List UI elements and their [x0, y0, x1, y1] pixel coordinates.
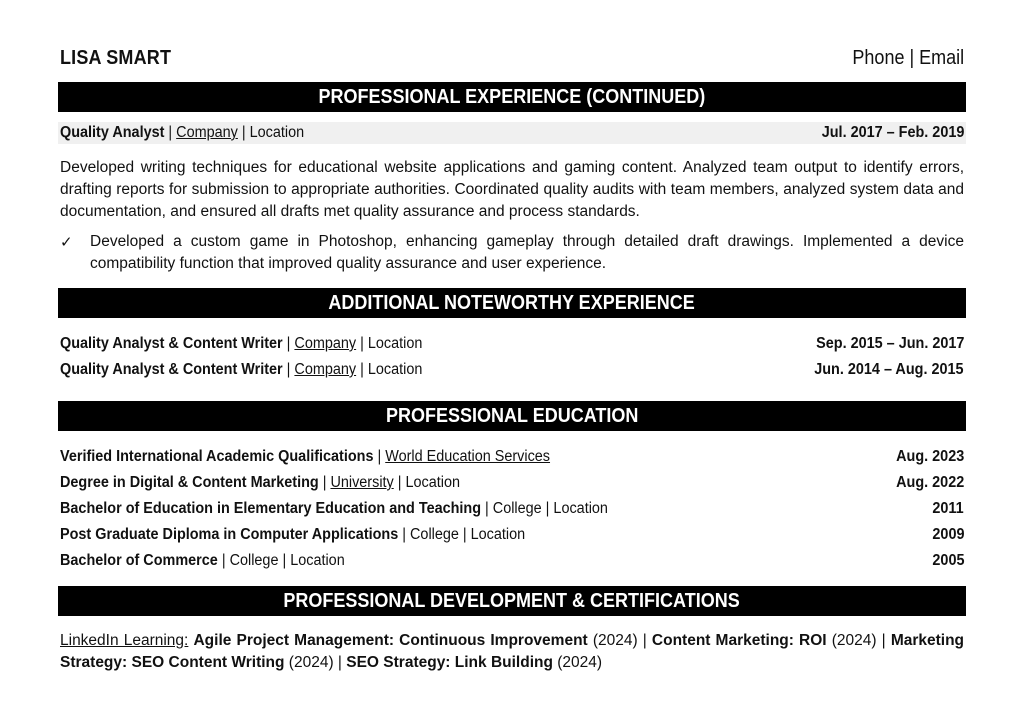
list-item [58, 331, 966, 357]
education-degree: Bachelor of Commerce [60, 552, 218, 569]
education-date: Aug. 2023 [895, 448, 964, 465]
section-header-experience [58, 82, 966, 112]
course-name: Content Marketing: ROI [651, 632, 827, 649]
additional-role-line: Quality Analyst & Content Writer | Company | Location [60, 361, 423, 378]
education-line: Verified International Academic Qualifications | World Education Services [60, 448, 551, 465]
education-line: Bachelor of Commerce | College | Location [60, 552, 345, 569]
education-institution-link[interactable]: University [330, 474, 394, 491]
course-name: Agile Project Management: Continuous Improvement [193, 632, 588, 649]
job-title-line: Quality Analyst | Company | Location [60, 124, 305, 141]
education-line: Bachelor of Education in Elementary Education and Teaching | College | Location [60, 500, 608, 517]
additional-location: Location [367, 335, 423, 352]
certifications-paragraph: LinkedIn Learning: Agile Project Management: Continuous Improvement (2024) | Content Marketing: ROI (2024) | Marketing Strategy: SEO Content Writing (2024) | SEO Strategy: Link Building (2024) [60, 632, 965, 671]
section-title: PROFESSIONAL EDUCATION [385, 405, 639, 427]
education-date: 2011 [932, 500, 964, 517]
job-bullet-text: Developed a custom game in Photoshop, enhancing gameplay through detailed draft drawings. Implemented a device compatibility function that improved quality assurance and user experience. [90, 233, 964, 272]
course-year: (2024) [557, 654, 603, 671]
checkmark-icon: ✓ [60, 233, 73, 251]
course-year: (2024) [592, 632, 638, 649]
job-bullet [58, 231, 966, 275]
course-year: (2024) [288, 654, 334, 671]
education-location: | Location [393, 474, 461, 491]
job-company-link[interactable]: Company [176, 124, 238, 141]
education-location: College | Location [410, 526, 526, 543]
list-item [58, 522, 966, 548]
education-date: 2009 [931, 526, 964, 543]
section-title: ADDITIONAL NOTEWORTHY EXPERIENCE [328, 292, 696, 314]
section-title: PROFESSIONAL EXPERIENCE (CONTINUED) [318, 86, 706, 108]
education-location: College | Location [229, 552, 345, 569]
job-dates: Jul. 2017 – Feb. 2019 [821, 124, 964, 141]
additional-dates: Sep. 2015 – Jun. 2017 [815, 335, 964, 352]
job-location: Location [249, 124, 305, 141]
candidate-name: LISA SMART [60, 47, 172, 69]
course-name: SEO Strategy: Link Building [346, 654, 553, 671]
additional-location: Location [367, 361, 423, 378]
list-item [58, 444, 966, 470]
course-name: Marketing Strategy: SEO Content Writing [60, 632, 965, 671]
additional-company-link[interactable]: Company [294, 361, 357, 378]
additional-role: Quality Analyst & Content Writer [60, 335, 283, 352]
resume-header [58, 0, 966, 82]
course-year: (2024) [831, 632, 877, 649]
section-title: PROFESSIONAL DEVELOPMENT & CERTIFICATIONS [283, 590, 741, 612]
list-item [58, 496, 966, 522]
education-line: Degree in Digital & Content Marketing | University | Location [60, 474, 461, 491]
job-heading [58, 122, 966, 144]
additional-role: Quality Analyst & Content Writer [60, 361, 283, 378]
education-institution-link[interactable]: World Education Services [385, 448, 551, 465]
education-degree: Post Graduate Diploma in Computer Applications [60, 526, 399, 543]
education-degree: Degree in Digital & Content Marketing [60, 474, 319, 491]
additional-company-link[interactable]: Company [294, 335, 357, 352]
list-item [58, 470, 966, 496]
job-summary: Developed writing techniques for educational website applications and gaming content. Analyzed team output to identify errors, drafting reports for submission to appropriate authorities. Coordinated quality audits with team members, analyzed system data and documentation, and ensured all drafts met quality assurance and process standards. [60, 159, 964, 220]
education-date: 2005 [931, 552, 964, 569]
education-degree: Bachelor of Education in Elementary Education and Teaching [60, 500, 482, 517]
education-degree: Verified International Academic Qualifications [60, 448, 374, 465]
section-header-education [58, 401, 966, 431]
certification-provider-link[interactable]: LinkedIn Learning: [60, 632, 189, 649]
job-role: Quality Analyst [60, 124, 165, 141]
section-header-additional [58, 288, 966, 318]
resume-page [58, 0, 966, 674]
additional-role-line: Quality Analyst & Content Writer | Company | Location [60, 335, 423, 352]
education-line: Post Graduate Diploma in Computer Applications | College | Location [60, 526, 526, 543]
education-date: Aug. 2022 [895, 474, 964, 491]
section-header-certifications [58, 586, 966, 616]
list-item [58, 357, 966, 383]
list-item [58, 548, 966, 574]
education-location: College | Location [492, 500, 608, 517]
additional-dates: Jun. 2014 – Aug. 2015 [814, 361, 964, 378]
contact-info: Phone | Email [852, 47, 964, 69]
